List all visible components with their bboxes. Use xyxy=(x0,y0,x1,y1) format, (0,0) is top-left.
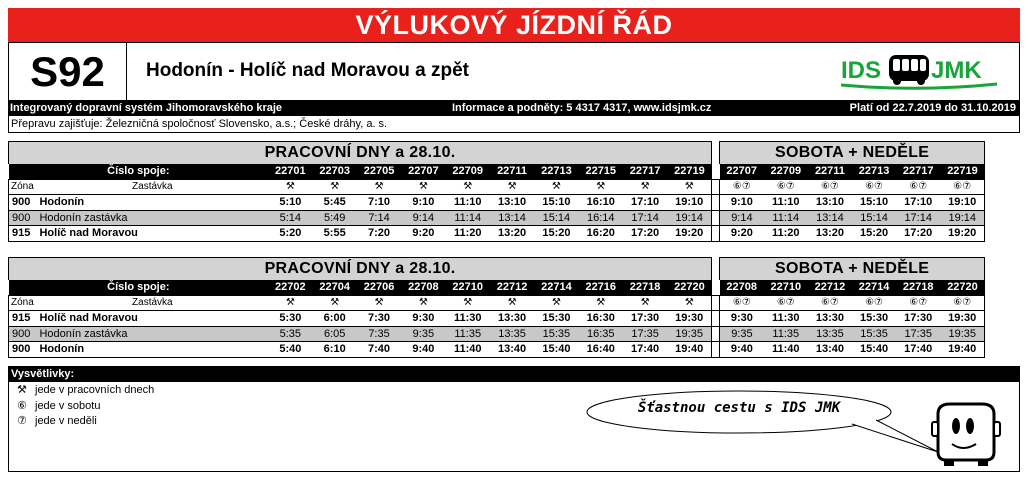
ids-jmk-logo xyxy=(839,48,999,92)
trip-number: 22701 xyxy=(268,164,312,180)
trip-number: 22707 xyxy=(720,164,764,180)
departure-time: 19:30 xyxy=(940,311,984,327)
departure-time: 19:35 xyxy=(940,326,984,342)
zone-number: 900 xyxy=(9,210,37,226)
table-row xyxy=(9,311,985,327)
trip-number: 22708 xyxy=(401,280,445,296)
departure-time: 13:40 xyxy=(808,342,852,358)
legend-item-weekdays: ⚒ jede v pracovních dnech xyxy=(17,384,155,396)
hammers-icon: ⚒ xyxy=(268,179,312,195)
departure-time: 16:14 xyxy=(579,210,623,226)
trip-number: 22719 xyxy=(940,164,984,180)
departure-time: 16:10 xyxy=(579,195,623,211)
table-row xyxy=(9,195,985,211)
logo-text-left: IDS xyxy=(841,57,882,84)
trip-number: 22717 xyxy=(623,164,667,180)
departure-time: 17:14 xyxy=(623,210,667,226)
stop-name: Holíč nad Moravou xyxy=(36,226,268,242)
departure-time: 13:14 xyxy=(808,210,852,226)
hammers-icon: ⚒ xyxy=(446,295,490,311)
departure-time: 13:30 xyxy=(490,311,534,327)
departure-time: 5:55 xyxy=(313,226,357,242)
trip-number: 22714 xyxy=(534,280,578,296)
departure-time: 16:20 xyxy=(579,226,623,242)
slogan: Šťastnou cestu s IDS JMK xyxy=(637,400,841,416)
departure-time: 5:49 xyxy=(313,210,357,226)
departure-time: 5:45 xyxy=(313,195,357,211)
departure-time: 17:30 xyxy=(896,311,940,327)
stop-label: Zastávka xyxy=(36,179,268,195)
weekday-header: PRACOVNÍ DNY a 28.10. xyxy=(9,142,712,164)
departure-time: 6:05 xyxy=(313,326,357,342)
weekend-icon: ⑥⑦ xyxy=(808,295,852,311)
weekend-header: SOBOTA + NEDĚLE xyxy=(720,142,985,164)
departure-time: 13:35 xyxy=(490,326,534,342)
departure-time: 6:00 xyxy=(313,311,357,327)
trip-number: 22702 xyxy=(268,280,312,296)
departure-time: 5:30 xyxy=(268,311,312,327)
zone-number: 900 xyxy=(9,326,37,342)
stop-name: Hodonín xyxy=(36,342,268,358)
departure-time: 11:40 xyxy=(446,342,490,358)
departure-time: 9:40 xyxy=(720,342,764,358)
departure-time: 17:30 xyxy=(623,311,667,327)
departure-time: 5:10 xyxy=(268,195,312,211)
weekend-icon: ⑥⑦ xyxy=(940,179,984,195)
system-name: Integrovaný dopravní systém Jihomoravského kraje xyxy=(10,102,283,114)
weekend-icon: ⑥⑦ xyxy=(720,179,764,195)
departure-time: 13:35 xyxy=(808,326,852,342)
route-header xyxy=(8,42,1020,100)
trip-number: 22706 xyxy=(357,280,401,296)
departure-time: 7:30 xyxy=(357,311,401,327)
trip-number: 22711 xyxy=(808,164,852,180)
hammers-icon: ⚒ xyxy=(401,179,445,195)
hammers-icon: ⚒ xyxy=(446,179,490,195)
departure-time: 11:10 xyxy=(764,195,808,211)
departure-time: 11:14 xyxy=(446,210,490,226)
departure-time: 11:10 xyxy=(446,195,490,211)
departure-time: 7:14 xyxy=(357,210,401,226)
table-row xyxy=(9,226,985,242)
zone-label: Zóna xyxy=(9,179,37,195)
departure-time: 11:14 xyxy=(764,210,808,226)
departure-time: 16:30 xyxy=(579,311,623,327)
trip-number-label: Číslo spoje: xyxy=(9,164,269,180)
table-row xyxy=(9,326,985,342)
legend-item-saturday: ⑥ jede v sobotu xyxy=(17,400,101,412)
trip-number: 22707 xyxy=(401,164,445,180)
trip-number: 22713 xyxy=(852,164,896,180)
stop-name: Hodonín xyxy=(36,195,268,211)
hammers-icon: ⚒ xyxy=(268,295,312,311)
departure-time: 19:20 xyxy=(667,226,711,242)
stop-name: Hodonín zastávka xyxy=(36,326,268,342)
departure-time: 9:30 xyxy=(720,311,764,327)
departure-time: 13:40 xyxy=(490,342,534,358)
weekend-icon: ⑥⑦ xyxy=(940,295,984,311)
departure-time: 19:35 xyxy=(667,326,711,342)
hammers-icon: ⚒ xyxy=(667,179,711,195)
stop-label: Zastávka xyxy=(36,295,268,311)
trip-number: 22709 xyxy=(764,164,808,180)
departure-time: 19:14 xyxy=(940,210,984,226)
weekend-header: SOBOTA + NEDĚLE xyxy=(720,258,985,280)
trip-number: 22710 xyxy=(446,280,490,296)
departure-time: 9:10 xyxy=(720,195,764,211)
trip-number: 22719 xyxy=(667,164,711,180)
trip-number: 22703 xyxy=(313,164,357,180)
departure-time: 5:20 xyxy=(268,226,312,242)
hammers-icon: ⚒ xyxy=(357,179,401,195)
departure-time: 15:10 xyxy=(852,195,896,211)
departure-time: 9:14 xyxy=(401,210,445,226)
departure-time: 6:10 xyxy=(313,342,357,358)
legend-title: Vysvětlivky: xyxy=(9,367,1019,382)
hammers-icon: ⚒ xyxy=(534,179,578,195)
trip-number: 22718 xyxy=(896,280,940,296)
logo-text-right: JMK xyxy=(931,57,982,84)
departure-time: 11:20 xyxy=(764,226,808,242)
departure-time: 17:14 xyxy=(896,210,940,226)
timetable-outbound xyxy=(8,141,985,242)
departure-time: 16:40 xyxy=(579,342,623,358)
weekday-header: PRACOVNÍ DNY a 28.10. xyxy=(9,258,712,280)
departure-time: 13:10 xyxy=(490,195,534,211)
weekend-icon: ⑥⑦ xyxy=(852,179,896,195)
departure-time: 17:10 xyxy=(623,195,667,211)
departure-time: 17:20 xyxy=(623,226,667,242)
weekend-icon: ⑥⑦ xyxy=(852,295,896,311)
bus-icon xyxy=(889,55,929,85)
departure-time: 9:35 xyxy=(401,326,445,342)
trip-number: 22716 xyxy=(579,280,623,296)
stop-name: Hodonín zastávka xyxy=(36,210,268,226)
departure-time: 7:35 xyxy=(357,326,401,342)
departure-time: 13:20 xyxy=(808,226,852,242)
departure-time: 17:35 xyxy=(623,326,667,342)
weekend-icon: ⑥⑦ xyxy=(896,179,940,195)
departure-time: 11:35 xyxy=(446,326,490,342)
trip-number: 22714 xyxy=(852,280,896,296)
departure-time: 13:10 xyxy=(808,195,852,211)
departure-time: 9:14 xyxy=(720,210,764,226)
departure-time: 19:40 xyxy=(940,342,984,358)
hammers-icon: ⚒ xyxy=(490,295,534,311)
hammers-icon: ⚒ xyxy=(579,295,623,311)
departure-time: 13:30 xyxy=(808,311,852,327)
zone-number: 900 xyxy=(9,195,37,211)
trip-number: 22708 xyxy=(720,280,764,296)
departure-time: 9:20 xyxy=(720,226,764,242)
zone-number: 900 xyxy=(9,342,37,358)
departure-time: 7:20 xyxy=(357,226,401,242)
hammers-icon: ⚒ xyxy=(17,384,27,396)
hammers-icon: ⚒ xyxy=(490,179,534,195)
weekend-icon: ⑥⑦ xyxy=(764,179,808,195)
departure-time: 19:10 xyxy=(940,195,984,211)
weekend-icon: ⑥⑦ xyxy=(720,295,764,311)
departure-time: 9:30 xyxy=(401,311,445,327)
trip-number: 22720 xyxy=(940,280,984,296)
weekend-icon: ⑥⑦ xyxy=(808,179,852,195)
zone-number: 915 xyxy=(9,311,37,327)
validity: Platí od 22.7.2019 do 31.10.2019 xyxy=(849,102,1016,114)
departure-time: 15:20 xyxy=(534,226,578,242)
hammers-icon: ⚒ xyxy=(579,179,623,195)
departure-time: 15:30 xyxy=(852,311,896,327)
departure-time: 19:14 xyxy=(667,210,711,226)
trip-number: 22720 xyxy=(667,280,711,296)
trip-number: 22709 xyxy=(446,164,490,180)
departure-time: 5:14 xyxy=(268,210,312,226)
weekend-icon: ⑥⑦ xyxy=(764,295,808,311)
departure-time: 19:40 xyxy=(667,342,711,358)
departure-time: 5:35 xyxy=(268,326,312,342)
page-title: VÝLUKOVÝ JÍZDNÍ ŘÁD xyxy=(8,8,1020,42)
departure-time: 7:40 xyxy=(357,342,401,358)
departure-time: 15:20 xyxy=(852,226,896,242)
departure-time: 9:40 xyxy=(401,342,445,358)
departure-time: 9:10 xyxy=(401,195,445,211)
departure-time: 7:10 xyxy=(357,195,401,211)
departure-time: 11:30 xyxy=(764,311,808,327)
departure-time: 15:35 xyxy=(852,326,896,342)
departure-time: 16:35 xyxy=(579,326,623,342)
departure-time: 19:20 xyxy=(940,226,984,242)
departure-time: 15:40 xyxy=(534,342,578,358)
timetable-inbound xyxy=(8,257,985,358)
info-bar xyxy=(8,100,1020,116)
hammers-icon: ⚒ xyxy=(401,295,445,311)
route-name: Hodonín - Holíč nad Moravou a zpět xyxy=(146,60,469,81)
trip-number: 22713 xyxy=(534,164,578,180)
departure-time: 15:14 xyxy=(852,210,896,226)
contact-info: Informace a podněty: 5 4317 4317, www.idsjmk.cz xyxy=(452,102,712,114)
hammers-icon: ⚒ xyxy=(313,179,357,195)
departure-time: 13:20 xyxy=(490,226,534,242)
trip-number-label: Číslo spoje: xyxy=(9,280,269,296)
legend-item-sunday: ⑦ jede v neděli xyxy=(17,415,97,427)
zone-number: 915 xyxy=(9,226,37,242)
weekend-icon: ⑥⑦ xyxy=(896,295,940,311)
trip-number: 22711 xyxy=(490,164,534,180)
departure-time: 15:10 xyxy=(534,195,578,211)
trip-number: 22712 xyxy=(808,280,852,296)
departure-time: 19:10 xyxy=(667,195,711,211)
carrier-line: Přepravu zajišťuje: Železničná spoločnosť Slovensko, a.s.; České dráhy, a. s. xyxy=(8,116,1020,133)
departure-time: 15:14 xyxy=(534,210,578,226)
departure-time: 17:10 xyxy=(896,195,940,211)
departure-time: 13:14 xyxy=(490,210,534,226)
departure-time: 17:20 xyxy=(896,226,940,242)
trip-number: 22704 xyxy=(313,280,357,296)
departure-time: 17:40 xyxy=(896,342,940,358)
table-row xyxy=(9,210,985,226)
hammers-icon: ⚒ xyxy=(357,295,401,311)
stop-name: Holíč nad Moravou xyxy=(36,311,268,327)
departure-time: 9:20 xyxy=(401,226,445,242)
hammers-icon: ⚒ xyxy=(623,179,667,195)
departure-time: 17:40 xyxy=(623,342,667,358)
departure-time: 11:30 xyxy=(446,311,490,327)
departure-time: 5:40 xyxy=(268,342,312,358)
trip-number: 22710 xyxy=(764,280,808,296)
departure-time: 11:35 xyxy=(764,326,808,342)
hammers-icon: ⚒ xyxy=(313,295,357,311)
trip-number: 22718 xyxy=(623,280,667,296)
hammers-icon: ⚒ xyxy=(623,295,667,311)
table-row xyxy=(9,342,985,358)
trip-number: 22717 xyxy=(896,164,940,180)
departure-time: 15:35 xyxy=(534,326,578,342)
trip-number: 22715 xyxy=(579,164,623,180)
departure-time: 15:40 xyxy=(852,342,896,358)
trip-number: 22705 xyxy=(357,164,401,180)
departure-time: 9:35 xyxy=(720,326,764,342)
hammers-icon: ⚒ xyxy=(534,295,578,311)
zone-label: Zóna xyxy=(9,295,37,311)
departure-time: 17:35 xyxy=(896,326,940,342)
departure-time: 19:30 xyxy=(667,311,711,327)
departure-time: 11:20 xyxy=(446,226,490,242)
departure-time: 11:40 xyxy=(764,342,808,358)
departure-time: 15:30 xyxy=(534,311,578,327)
route-number: S92 xyxy=(9,43,127,100)
trip-number: 22712 xyxy=(490,280,534,296)
saturday-icon: ⑥ xyxy=(17,400,27,412)
hammers-icon: ⚒ xyxy=(667,295,711,311)
sunday-icon: ⑦ xyxy=(17,415,27,427)
mascot-icon xyxy=(930,400,1002,468)
